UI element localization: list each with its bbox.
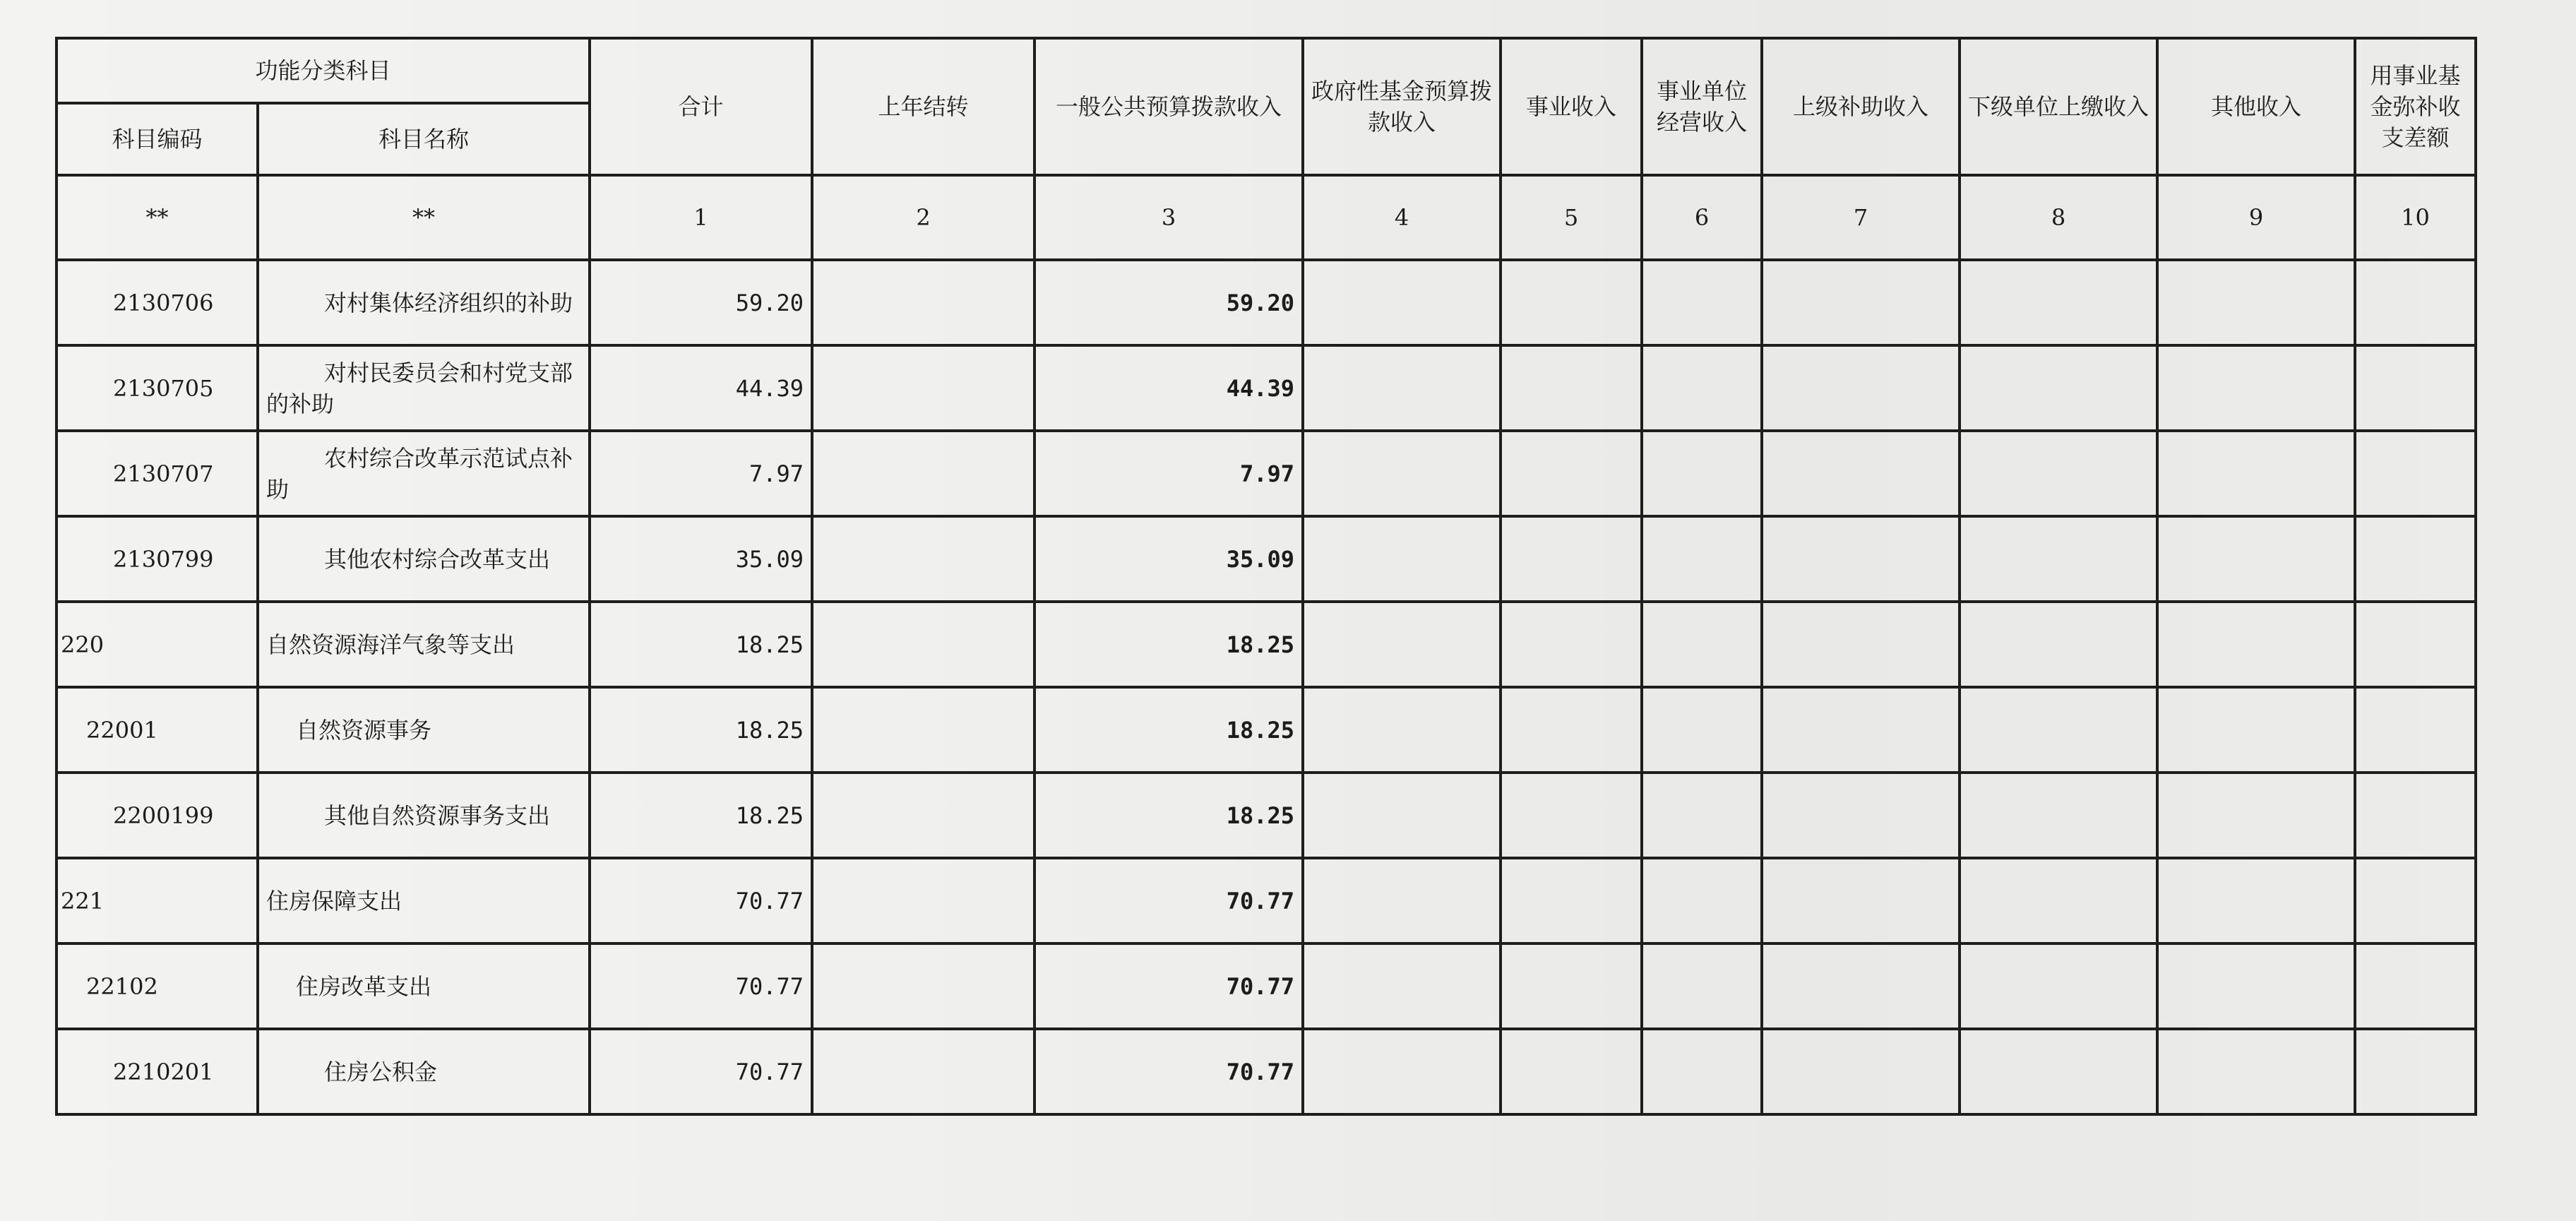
row-total: 35.09 [590,516,812,602]
row-code: 2200199 [56,773,258,858]
table-row [56,431,2476,516]
col-number-1: 1 [590,175,812,260]
col-number-8: 8 [1960,175,2157,260]
row-cell-empty [2157,1029,2355,1114]
row-code: 22001 [56,687,258,773]
row-code: 22102 [56,943,258,1029]
row-cell-empty [2157,260,2355,345]
row-cell-empty [1960,345,2157,431]
row-cell-empty [1960,516,2157,602]
row-carryover [812,345,1034,431]
code-header: 科目编码 [56,103,258,175]
row-cell-empty [1960,1029,2157,1114]
row-cell-empty [1501,431,1642,516]
table-row [56,773,2476,858]
code-marker: ** [56,175,258,260]
row-total: 18.25 [590,773,812,858]
row-cell-empty [1303,345,1501,431]
column-number-row [56,175,2476,260]
row-total: 18.25 [590,602,812,687]
row-cell-empty [1642,773,1762,858]
row-cell-empty [1642,687,1762,773]
row-cell-empty [2355,943,2476,1029]
row-cell-empty [1960,858,2157,943]
row-cell-empty [1960,602,2157,687]
col-header-10: 用事业基金弥补收支差额 [2355,38,2476,175]
row-cell-empty [1762,516,1960,602]
row-cell-empty [1501,858,1642,943]
row-cell-empty [1762,687,1960,773]
row-cell-empty [2157,773,2355,858]
row-name: 住房改革支出 [258,943,590,1029]
row-cell-empty [1762,773,1960,858]
row-cell-empty [1303,687,1501,773]
row-cell-empty [1642,345,1762,431]
row-cell-empty [1762,602,1960,687]
category-group-header: 功能分类科目 [56,38,590,103]
row-general-budget: 70.77 [1034,1029,1303,1114]
col-number-4: 4 [1303,175,1501,260]
col-header-1: 合计 [590,38,812,175]
row-total: 18.25 [590,687,812,773]
row-cell-empty [1960,687,2157,773]
row-name: 住房保障支出 [258,858,590,943]
row-carryover [812,260,1034,345]
col-number-5: 5 [1501,175,1642,260]
table-row [56,260,2476,345]
row-cell-empty [1762,260,1960,345]
row-cell-empty [1960,431,2157,516]
row-code: 2130705 [56,345,258,431]
row-name: 自然资源事务 [258,687,590,773]
table-row [56,943,2476,1029]
header-row-1 [56,38,2476,103]
table-row [56,1029,2476,1114]
row-cell-empty [1762,1029,1960,1114]
table-row [56,602,2476,687]
row-general-budget: 59.20 [1034,260,1303,345]
col-header-6: 事业单位经营收入 [1642,38,1762,175]
row-cell-empty [1642,1029,1762,1114]
col-header-2: 上年结转 [812,38,1034,175]
row-total: 59.20 [590,260,812,345]
row-code: 2130799 [56,516,258,602]
row-cell-empty [1960,773,2157,858]
row-cell-empty [1762,858,1960,943]
row-cell-empty [2157,431,2355,516]
col-number-10: 10 [2355,175,2476,260]
row-total: 70.77 [590,858,812,943]
col-header-4: 政府性基金预算拨款收入 [1303,38,1501,175]
row-carryover [812,516,1034,602]
col-header-7: 上级补助收入 [1762,38,1960,175]
row-cell-empty [1642,943,1762,1029]
row-name: 对村集体经济组织的补助 [258,260,590,345]
table-row [56,858,2476,943]
row-cell-empty [2355,602,2476,687]
row-total: 44.39 [590,345,812,431]
row-cell-empty [2355,516,2476,602]
row-cell-empty [1762,431,1960,516]
row-carryover [812,431,1034,516]
row-code: 2130707 [56,431,258,516]
row-cell-empty [1303,1029,1501,1114]
row-carryover [812,773,1034,858]
row-cell-empty [1642,858,1762,943]
row-cell-empty [1303,260,1501,345]
row-cell-empty [2355,260,2476,345]
name-marker: ** [258,175,590,260]
row-carryover [812,687,1034,773]
row-general-budget: 35.09 [1034,516,1303,602]
col-header-8: 下级单位上缴收入 [1960,38,2157,175]
row-cell-empty [1642,260,1762,345]
row-cell-empty [1303,773,1501,858]
row-cell-empty [2355,773,2476,858]
row-code: 220 [56,602,258,687]
row-cell-empty [1303,431,1501,516]
row-cell-empty [1960,943,2157,1029]
table-row [56,345,2476,431]
row-cell-empty [2355,431,2476,516]
col-number-9: 9 [2157,175,2355,260]
row-code: 221 [56,858,258,943]
row-cell-empty [2157,516,2355,602]
row-cell-empty [1501,1029,1642,1114]
row-carryover [812,1029,1034,1114]
row-cell-empty [1642,431,1762,516]
row-cell-empty [1762,943,1960,1029]
row-general-budget: 18.25 [1034,687,1303,773]
row-cell-empty [2355,687,2476,773]
col-number-2: 2 [812,175,1034,260]
col-header-3: 一般公共预算拨款收入 [1034,38,1303,175]
row-general-budget: 18.25 [1034,773,1303,858]
row-name: 农村综合改革示范试点补助 [258,431,590,516]
table-row [56,687,2476,773]
row-cell-empty [2355,345,2476,431]
row-carryover [812,602,1034,687]
row-cell-empty [1960,260,2157,345]
row-cell-empty [1501,773,1642,858]
row-carryover [812,943,1034,1029]
row-general-budget: 70.77 [1034,943,1303,1029]
row-general-budget: 18.25 [1034,602,1303,687]
row-cell-empty [1501,516,1642,602]
row-cell-empty [1303,602,1501,687]
row-name: 其他自然资源事务支出 [258,773,590,858]
row-cell-empty [1501,260,1642,345]
row-cell-empty [2157,687,2355,773]
row-name: 其他农村综合改革支出 [258,516,590,602]
row-name: 住房公积金 [258,1029,590,1114]
row-cell-empty [1762,345,1960,431]
row-general-budget: 7.97 [1034,431,1303,516]
row-cell-empty [2157,345,2355,431]
row-carryover [812,858,1034,943]
row-cell-empty [2355,1029,2476,1114]
row-cell-empty [2157,858,2355,943]
row-cell-empty [1303,858,1501,943]
col-number-7: 7 [1762,175,1960,260]
row-code: 2210201 [56,1029,258,1114]
row-cell-empty [2157,602,2355,687]
row-name: 对村民委员会和村党支部的补助 [258,345,590,431]
row-cell-empty [1303,943,1501,1029]
col-number-3: 3 [1034,175,1303,260]
row-cell-empty [1501,943,1642,1029]
row-general-budget: 44.39 [1034,345,1303,431]
row-cell-empty [1501,687,1642,773]
row-cell-empty [1303,516,1501,602]
row-total: 70.77 [590,1029,812,1114]
row-code: 2130706 [56,260,258,345]
col-header-5: 事业收入 [1501,38,1642,175]
row-cell-empty [2355,858,2476,943]
row-total: 7.97 [590,431,812,516]
row-name: 自然资源海洋气象等支出 [258,602,590,687]
name-header: 科目名称 [258,103,590,175]
row-cell-empty [2157,943,2355,1029]
budget-table [55,37,2477,1116]
row-general-budget: 70.77 [1034,858,1303,943]
table-row [56,516,2476,602]
row-cell-empty [1642,602,1762,687]
row-cell-empty [1642,516,1762,602]
row-cell-empty [1501,345,1642,431]
row-total: 70.77 [590,943,812,1029]
col-header-9: 其他收入 [2157,38,2355,175]
col-number-6: 6 [1642,175,1762,260]
row-cell-empty [1501,602,1642,687]
